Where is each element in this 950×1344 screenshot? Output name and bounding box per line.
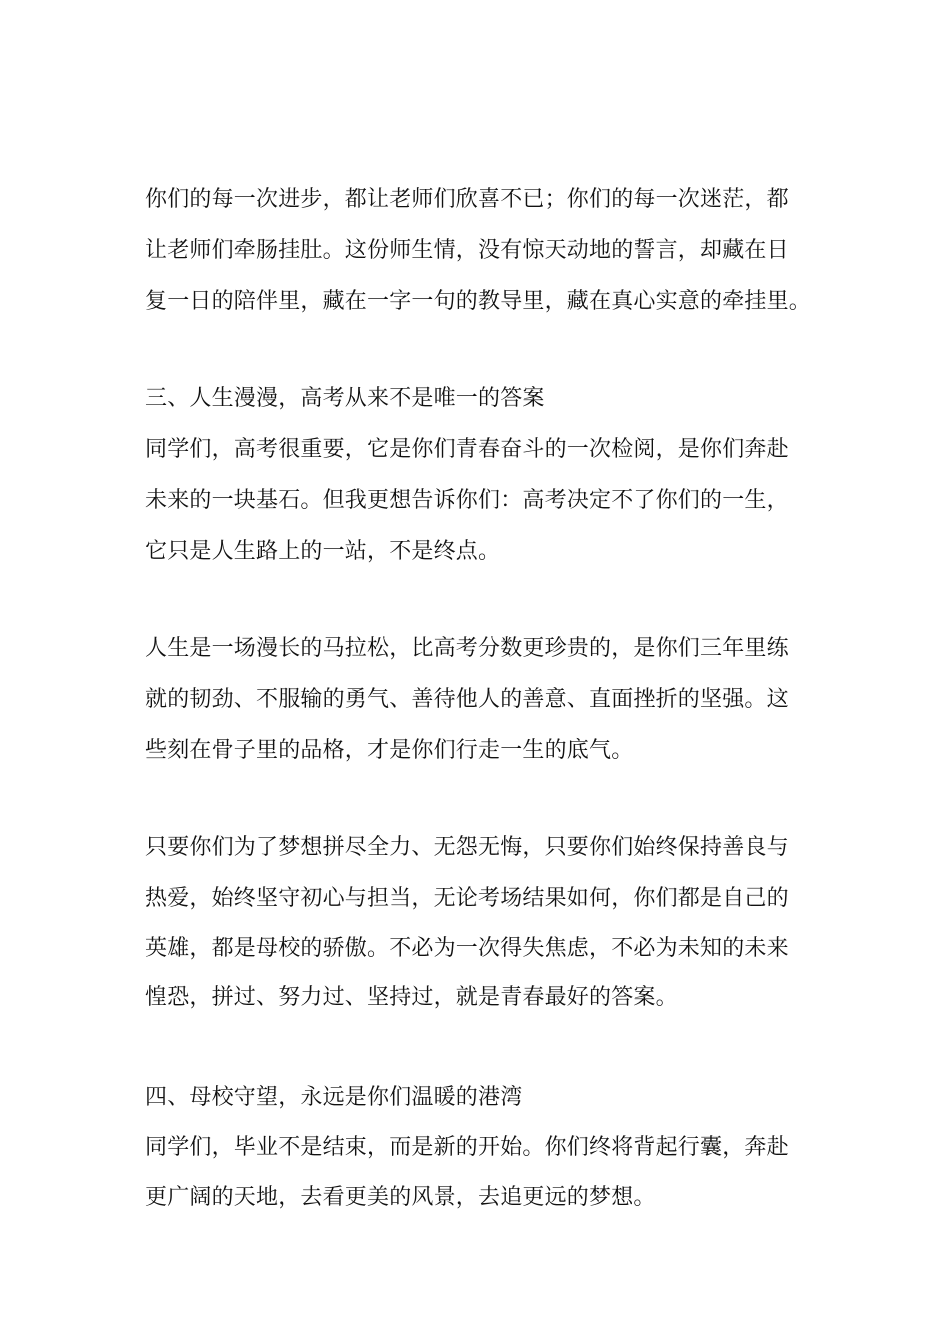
paragraph-2-line-1: 同学们，高考很重要，它是你们青春奋斗的一次检阅，是你们奔赴	[145, 437, 789, 462]
paragraph-2-line-2: 未来的一块基石。但我更想告诉你们：高考决定不了你们的一生，	[145, 488, 789, 513]
section-3-heading: 三、人生漫漫，高考从来不是唯一的答案	[145, 386, 545, 411]
paragraph-3-line-3: 些刻在骨子里的品格，才是你们行走一生的底气。	[145, 738, 634, 763]
paragraph-3-line-2: 就的韧劲、不服输的勇气、善待他人的善意、直面挫折的坚强。这	[145, 687, 789, 712]
paragraph-4-line-3: 英雄，都是母校的骄傲。不必为一次得失焦虑，不必为未知的未来	[145, 936, 789, 961]
paragraph-4-line-1: 只要你们为了梦想拼尽全力、无怨无悔，只要你们始终保持善良与	[145, 835, 789, 860]
paragraph-4-line-2: 热爱，始终坚守初心与担当，无论考场结果如何，你们都是自己的	[145, 886, 789, 911]
paragraph-5-line-2: 更广阔的天地，去看更美的风景，去追更远的梦想。	[145, 1185, 656, 1210]
paragraph-3-line-1: 人生是一场漫长的马拉松，比高考分数更珍贵的，是你们三年里练	[145, 636, 789, 661]
paragraph-1-line-1: 你们的每一次进步，都让老师们欣喜不已；你们的每一次迷茫，都	[145, 187, 789, 212]
section-4-heading: 四、母校守望，永远是你们温暖的港湾	[145, 1085, 523, 1110]
paragraph-1-line-3: 复一日的陪伴里，藏在一字一句的教导里，藏在真心实意的牵挂里。	[145, 289, 812, 314]
paragraph-2-line-3: 它只是人生路上的一站，不是终点。	[145, 539, 501, 564]
paragraph-1-line-2: 让老师们牵肠挂肚。这份师生情，没有惊天动地的誓言，却藏在日	[145, 238, 789, 263]
paragraph-5-line-1: 同学们，毕业不是结束，而是新的开始。你们终将背起行囊，奔赴	[145, 1135, 789, 1160]
paragraph-4-line-4: 惶恐，拼过、努力过、坚持过，就是青春最好的答案。	[145, 985, 678, 1010]
